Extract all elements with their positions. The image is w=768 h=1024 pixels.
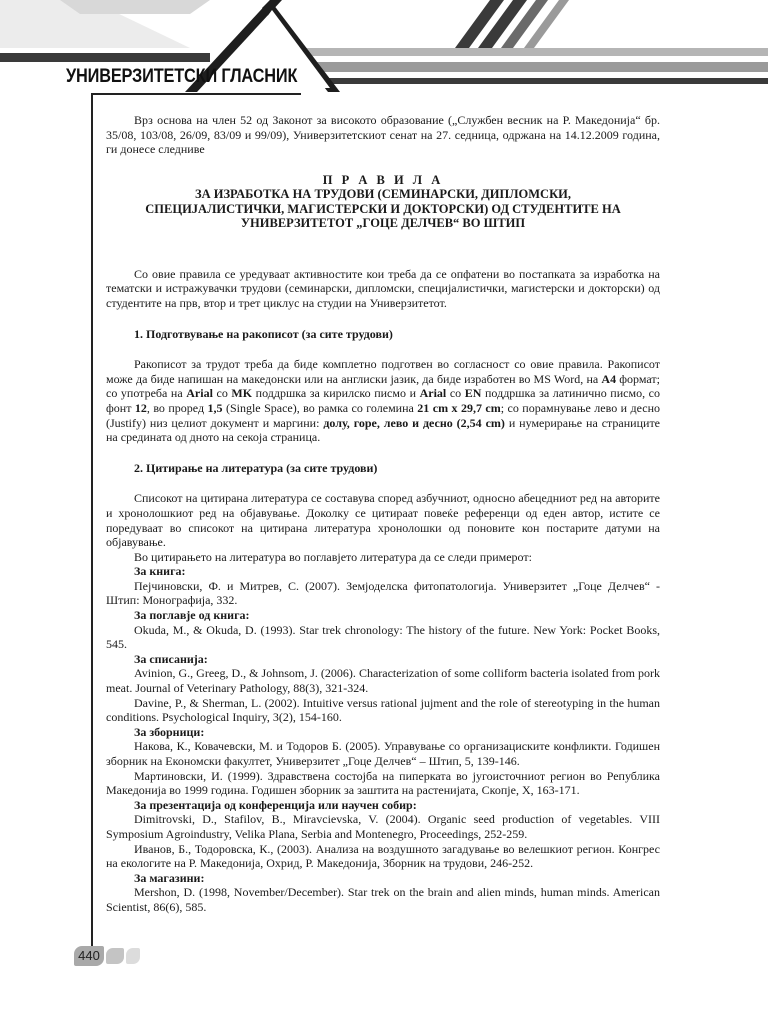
section-1-paragraph: Ракописот за трудот треба да биде комплетно подготвен во согласност со овие правила. Ракописот може да биде напишан на македонски или на англиски јазик, да биде изработен во MS Word, на A4 формат; со употреба на Arial со MK поддршка за кирилско писмо и Arial со EN поддршка за латинично писмо, со фонт 12, во проред 1,5 (Single Space), во рамка со големина 21 cm x 29,7 cm; со порамнување лево и десно (Justify) низ целиот документ и маргини: долу, горе, лево и десно (2,54 cm) и нумерирање на страниците на средината од дното на секоја страница. — [106, 357, 661, 445]
reference-entry: Мартиновски, И. (1999). Здравствена состојба на пиперката во југоисточниот регион во Република Македонија во 1999 година. Годишен зборник за заштита на растенијата, Скопје, X, 163-171. — [106, 768, 660, 798]
reference-entry: Dimitrovski, D., Stafilov, B., Miravcievska, V. (2004). Organic seed production of vegetables. VIII Symposium Agroindustry, Velika Plana, Serbia and Montenegro, Proceedings, 252-259. — [106, 812, 660, 841]
frame-left-rule — [91, 93, 93, 948]
reference-group-journals — [106, 652, 660, 725]
journal-title: УНИВЕРЗИТЕТСКИ ГЛАСНИК — [66, 66, 298, 87]
reference-group-label: За презентација од конференција или научен собир: — [134, 797, 417, 812]
reference-entry: Накова, К., Ковачевски, М. и Тодоров Б. (2005). Управување со организациските конфликти. Годишен зборник на Економски факултет, Универзитет „Гоце Делчев“ – Штип, 5, 139-146. — [106, 739, 660, 768]
reference-group-label: За поглавје од книга: — [134, 608, 250, 623]
document-title — [106, 173, 660, 231]
reference-group-label: За магазини: — [134, 870, 205, 885]
reference-group-label: За зборници: — [134, 724, 205, 739]
reference-entry: Avinion, G., Greeg, D., & Johnsom, J. (2006). Characterization of some colliform bacteria isolated from pork meat. Journal of Veterinary Pathology, 88(3), 321-324. — [106, 666, 660, 696]
page-number-decoration — [106, 948, 124, 964]
intro-paragraph: Врз основа на член 52 од Законот за високото образование („Службен весник на Р. Македонија“ бр. 35/08, 103/08, 26/09, 83/09 и 99/09), Универзитетскиот сенат на 27. седница, одржана на 14.12.2009 година, ги донесе следниве — [106, 113, 660, 157]
reference-group-conference — [106, 798, 660, 871]
reference-entry: Davine, P., & Sherman, L. (2002). Intuitive versus rational jujment and the role of stereotyping in the human conditions. Psychological Inquiry, 3(2), 154-160. — [106, 695, 660, 725]
purpose-paragraph: Со овие правила се уредуваат активностите кои треба да се опфатени во постапката за изработка на тематски и истражувачки трудови (семинарски, дипломски, специјалистички, магистерски и докторски) од студентите на прв, втор и трет циклус на студии на Универзитетот. — [106, 266, 660, 310]
section-2-heading: 2. Цитирање на литература (за сите трудови) — [134, 460, 378, 475]
reference-entry: Okuda, M., & Okuda, D. (1993). Star trek chronology: The history of the future. New York: Pocket Books, 545. — [106, 622, 660, 652]
page-number: 440 — [74, 946, 104, 966]
section-2-paragraph-2: Во цитирањето на литература во поглавјето литература да се следи примерот: — [134, 549, 532, 564]
reference-group-magazines — [106, 871, 660, 915]
reference-group-label: За списанија: — [134, 651, 208, 666]
document-body — [106, 113, 660, 915]
title-line-1: П Р А В И Л А — [322, 172, 444, 187]
reference-group-chapter — [106, 608, 660, 652]
title-line-3: СПЕЦИЈАЛИСТИЧКИ, МАГИСТЕРСКИ И ДОКТОРСКИ) ОД СТУДЕНТИТЕ НА — [145, 201, 621, 216]
reference-group-book — [106, 564, 660, 608]
title-line-2: ЗА ИЗРАБОТКА НА ТРУДОВИ (СЕМИНАРСКИ, ДИПЛОМСКИ, — [194, 187, 571, 202]
title-line-4: УНИВЕРЗИТЕТОТ „ГОЦЕ ДЕЛЧЕВ“ ВО ШТИП — [240, 216, 526, 231]
reference-entry: Иванов, Б., Тодоровска, К., (2003). Анализа на воздушното загадување во велешкиот регион. Конгрес на екологите на Р. Македонија, Охрид, Р. Македонија, Зборник на трудови, 246-252. — [106, 841, 660, 871]
section-2-paragraph-1: Списокот на цитирана литература се составува според азбучниот, односно абецедниот ред на авторите и хронолошкиот ред на објавување. Доколку се цитираат повеќе референци од еден автор, истите се поредуваат во списокот на цитирана литература хронолошки од поновите кон постарите датуми на објавување. — [106, 491, 660, 550]
reference-group-proceedings — [106, 725, 660, 798]
reference-group-label: За книга: — [134, 564, 186, 579]
reference-entry: Пејчиновски, Ф. и Митрев, С. (2007). Земјоделска фитопатологија. Универзитет „Гоце Делчев“ - Штип: Монографија, 332. — [106, 578, 660, 608]
page-number-decoration — [126, 948, 140, 964]
section-1-heading: 1. Подготвување на ракописот (за сите трудови) — [134, 326, 393, 341]
reference-entry: Mershon, D. (1998, November/December). Star trek on the brain and alien minds, human minds. American Scientist, 86(6), 585. — [106, 885, 660, 914]
frame-top-rule — [91, 93, 301, 95]
